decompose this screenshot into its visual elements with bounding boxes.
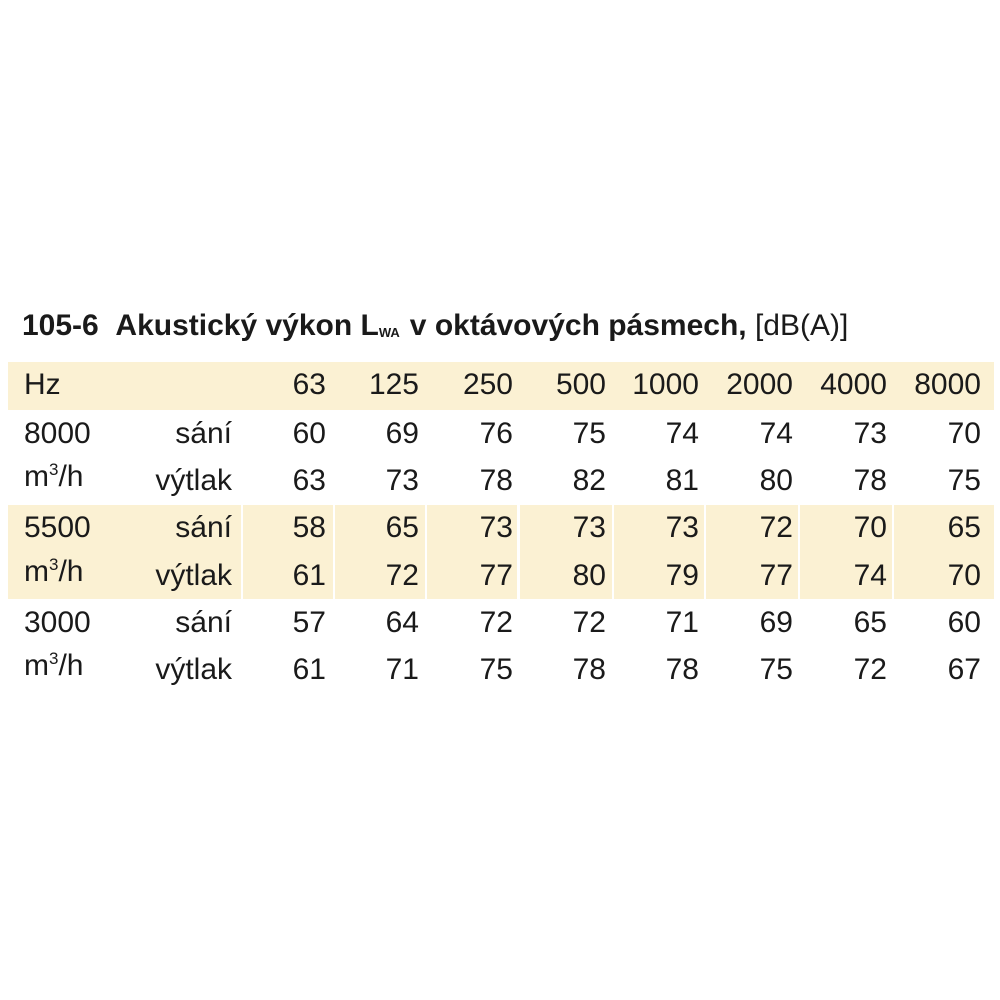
table-cell: 73 (479, 511, 513, 544)
header-frequency: 2000 (726, 368, 793, 401)
table-cell: 61 (292, 559, 326, 592)
table-cell: 67 (947, 653, 981, 686)
flow-unit-exponent: 3 (49, 460, 59, 479)
flow-unit (24, 457, 84, 497)
table-cell: 80 (759, 464, 793, 497)
header-frequency: 500 (555, 368, 606, 401)
table-cell: 74 (665, 417, 699, 450)
table-cell: 61 (292, 653, 326, 686)
header-frequency: 250 (462, 368, 513, 401)
table-cell: 70 (947, 417, 981, 450)
table-cell: 60 (292, 417, 326, 450)
table-cell: 75 (572, 417, 606, 450)
table-cell: 77 (759, 559, 793, 592)
header-frequency: 125 (368, 368, 419, 401)
row-label: výtlak (155, 464, 232, 497)
table-cell: 74 (759, 417, 793, 450)
table-cell: 69 (385, 417, 419, 450)
row-label: sání (175, 417, 232, 450)
flow-unit-exponent: 3 (49, 649, 59, 668)
table-cell: 76 (479, 417, 513, 450)
flow-unit-tail: /h (58, 460, 84, 493)
title-main: Akustický výkon L (115, 309, 379, 342)
table-cell: 78 (479, 464, 513, 497)
table-code: 105-6 (22, 309, 99, 342)
table-cell: 57 (292, 606, 326, 639)
table-cell: 73 (385, 464, 419, 497)
header-frequency: 4000 (820, 368, 887, 401)
flow-unit-tail: /h (58, 649, 84, 682)
table-cell: 74 (853, 559, 887, 592)
table-cell: 60 (947, 606, 981, 639)
table-cell: 75 (479, 653, 513, 686)
flow-unit (24, 552, 84, 592)
header-frequency: 63 (292, 368, 326, 401)
row-label: sání (175, 606, 232, 639)
flow-unit-base: m (24, 555, 49, 588)
table-cell: 71 (385, 653, 419, 686)
flow-unit-tail: /h (58, 555, 84, 588)
table-cell: 65 (947, 511, 981, 544)
table-cell: 75 (947, 464, 981, 497)
row-label: výtlak (155, 653, 232, 686)
table-cell: 82 (572, 464, 606, 497)
table-cell: 65 (385, 511, 419, 544)
header-frequency: 1000 (632, 368, 699, 401)
table-cell: 71 (665, 606, 699, 639)
header-frequency: 8000 (914, 368, 981, 401)
table-cell: 65 (853, 606, 887, 639)
table-cell: 73 (572, 511, 606, 544)
title-rest: v oktávových pásmech, (409, 309, 747, 342)
table-cell: 80 (572, 559, 606, 592)
table-cell: 58 (292, 511, 326, 544)
table-cell: 72 (385, 559, 419, 592)
table-cell: 70 (947, 559, 981, 592)
table-cell: 70 (853, 511, 887, 544)
table-cell: 69 (759, 606, 793, 639)
flow-unit (24, 646, 84, 686)
flow-value: 5500 (24, 511, 91, 544)
flow-unit-base: m (24, 460, 49, 493)
title-unit: [dB(A)] (754, 309, 849, 342)
table-cell: 78 (853, 464, 887, 497)
table-cell: 73 (853, 417, 887, 450)
header-hz-label: Hz (24, 368, 61, 401)
flow-unit-base: m (24, 649, 49, 682)
table-cell: 72 (479, 606, 513, 639)
table-cell: 64 (385, 606, 419, 639)
table-cell: 72 (853, 653, 887, 686)
title-subscript: WA (378, 325, 400, 340)
table-cell: 75 (759, 653, 793, 686)
row-label: sání (175, 511, 232, 544)
table-title (22, 306, 848, 353)
table-cell: 63 (292, 464, 326, 497)
row-label: výtlak (155, 559, 232, 592)
table-cell: 77 (479, 559, 513, 592)
table-cell: 81 (665, 464, 699, 497)
flow-value: 8000 (24, 417, 91, 450)
flow-value: 3000 (24, 606, 91, 639)
table-cell: 72 (759, 511, 793, 544)
table-cell: 78 (572, 653, 606, 686)
flow-unit-exponent: 3 (49, 555, 59, 574)
table-cell: 79 (665, 559, 699, 592)
table-cell: 78 (665, 653, 699, 686)
table-cell: 73 (665, 511, 699, 544)
table-cell: 72 (572, 606, 606, 639)
